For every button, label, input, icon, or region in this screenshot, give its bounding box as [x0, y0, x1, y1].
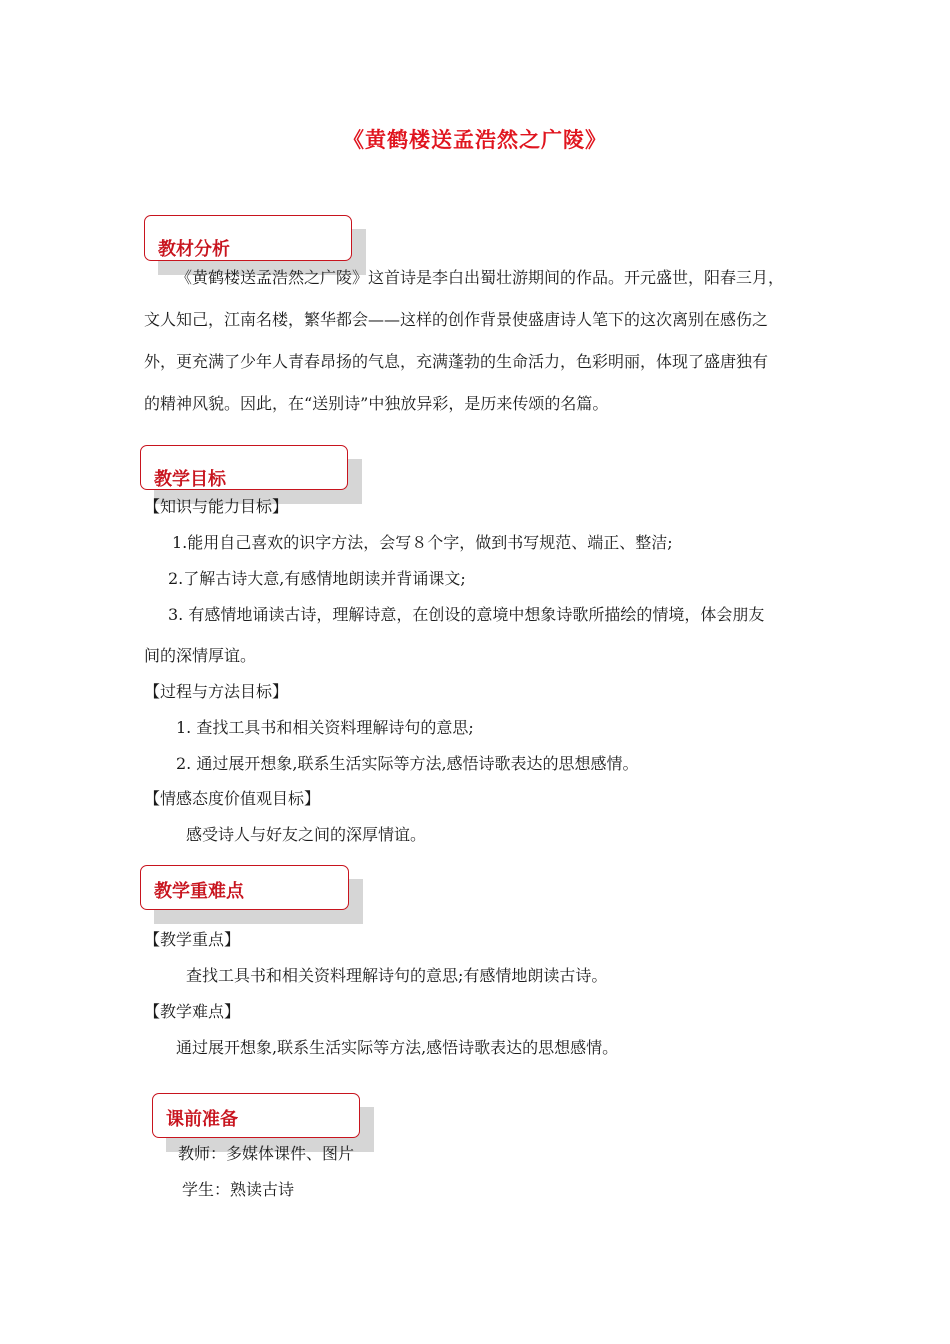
knowledge-goal-item: 2.了解古诗大意,有感情地朗读并背诵课文; [168, 569, 466, 588]
student-preparation: 学生：熟读古诗 [182, 1180, 295, 1199]
process-goal-label: 【过程与方法目标】 [144, 682, 289, 701]
document-title: 《黄鹤楼送孟浩然之广陵》 [343, 127, 607, 152]
section-heading-label: 教材分析 [158, 239, 230, 260]
analysis-line: 外，更充满了少年人青春昂扬的气息，充满蓬勃的生命活力，色彩明丽，体现了盛唐独有 [144, 352, 769, 371]
section-heading-label: 课前准备 [166, 1109, 238, 1130]
knowledge-goal-item: 3. 有感情地诵读古诗，理解诗意，在创设的意境中想象诗歌所描绘的情境，体会朋友 [168, 605, 765, 624]
process-goal-item: 1. 查找工具书和相关资料理解诗句的意思; [176, 718, 474, 737]
difficulty-text: 通过展开想象,联系生活实际等方法,感悟诗歌表达的思想感情。 [176, 1038, 619, 1057]
analysis-line: 的精神风貌。因此，在“送别诗”中独放异彩，是历来传颂的名篇。 [144, 394, 609, 413]
emotion-goal-label: 【情感态度价值观目标】 [144, 789, 321, 808]
teacher-preparation: 教师：多媒体课件、图片 [178, 1144, 355, 1163]
section-heading-label: 教学目标 [154, 469, 226, 490]
knowledge-goal-item: 间的深情厚谊。 [144, 646, 257, 665]
analysis-line: 文人知己，江南名楼，繁华都会——这样的创作背景使盛唐诗人笔下的这次离别在感伤之 [144, 310, 769, 329]
process-goal-item: 2. 通过展开想象,联系生活实际等方法,感悟诗歌表达的思想感情。 [176, 754, 639, 773]
emotion-goal-text: 感受诗人与好友之间的深厚情谊。 [186, 825, 427, 844]
focus-text: 查找工具书和相关资料理解诗句的意思;有感情地朗读古诗。 [186, 966, 608, 985]
knowledge-goal-item: 1.能用自己喜欢的识字方法，会写８个字，做到书写规范、端正、整洁; [172, 533, 673, 552]
difficulty-label: 【教学难点】 [144, 1002, 241, 1021]
section-heading-label: 教学重难点 [154, 881, 244, 902]
knowledge-goal-label: 【知识与能力目标】 [144, 497, 289, 516]
analysis-line: 《黄鹤楼送孟浩然之广陵》这首诗是李白出蜀壮游期间的作品。开元盛世，阳春三月， [176, 268, 785, 287]
focus-label: 【教学重点】 [144, 930, 241, 949]
